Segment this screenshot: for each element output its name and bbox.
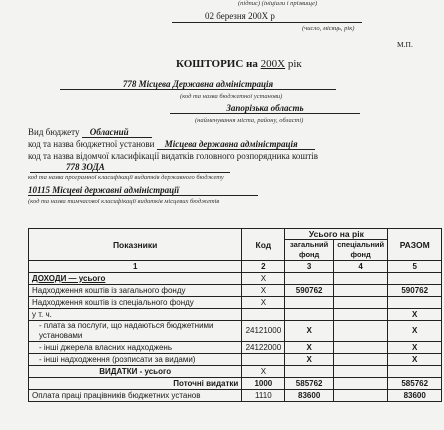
row-code: X bbox=[242, 297, 285, 309]
region-name: Запорізька область bbox=[170, 103, 360, 114]
header-total-year: Усього на рік bbox=[285, 229, 388, 240]
row-sum: X bbox=[388, 354, 442, 366]
row-special bbox=[333, 321, 387, 342]
title-year: 200X bbox=[260, 58, 286, 70]
row-sum: X bbox=[388, 321, 442, 342]
table-row bbox=[29, 354, 442, 366]
institution-code-line bbox=[28, 139, 315, 150]
classification-value: 778 ЗОДА bbox=[30, 162, 230, 173]
row-code: 24121000 bbox=[242, 321, 285, 342]
row-sum bbox=[388, 297, 442, 309]
col-num: 4 bbox=[333, 261, 387, 273]
row-sum bbox=[388, 366, 442, 378]
institution-code-value: Місцева державна адміністрація bbox=[157, 139, 315, 150]
table-row bbox=[29, 309, 442, 321]
row-general bbox=[285, 273, 334, 285]
table-row bbox=[29, 378, 442, 390]
row-sum bbox=[388, 273, 442, 285]
functional-caption: (код та назва тимчасової класифікації видатків місцевих бюджетів bbox=[28, 198, 220, 205]
row-code bbox=[242, 309, 285, 321]
row-special bbox=[333, 297, 387, 309]
row-code: X bbox=[242, 273, 285, 285]
row-code: 1000 bbox=[242, 378, 285, 390]
row-general: 590762 bbox=[285, 285, 334, 297]
row-name: Надходження коштів із загального фонду bbox=[29, 285, 242, 297]
row-special bbox=[333, 342, 387, 354]
approval-date: 02 березня 200X р bbox=[205, 11, 275, 21]
row-sum: 83600 bbox=[388, 390, 442, 402]
row-name: ВИДАТКИ - усього bbox=[29, 366, 242, 378]
row-code: X bbox=[242, 366, 285, 378]
row-general bbox=[285, 297, 334, 309]
col-num: 3 bbox=[285, 261, 334, 273]
col-num: 5 bbox=[388, 261, 442, 273]
row-general: X bbox=[285, 354, 334, 366]
row-name: Оплата праці працівників бюджетних установ bbox=[29, 390, 242, 402]
row-sum: X bbox=[388, 309, 442, 321]
budget-type-value: Обласний bbox=[82, 127, 152, 138]
budget-type-label: Вид бюджету bbox=[28, 127, 80, 137]
row-name: Поточні видатки bbox=[29, 378, 242, 390]
table-row bbox=[29, 273, 442, 285]
row-code: 24122000 bbox=[242, 342, 285, 354]
title-main: КОШТОРИС на bbox=[176, 58, 261, 70]
row-general bbox=[285, 309, 334, 321]
row-general: 585762 bbox=[285, 378, 334, 390]
col-num: 2 bbox=[242, 261, 285, 273]
row-sum: 585762 bbox=[388, 378, 442, 390]
row-special bbox=[333, 366, 387, 378]
header-indicators: Показники bbox=[29, 229, 242, 261]
table-row bbox=[29, 342, 442, 354]
budget-table bbox=[28, 228, 442, 402]
column-number-row bbox=[29, 261, 442, 273]
row-sum: 590762 bbox=[388, 285, 442, 297]
row-name: - інші джерела власних надходжень bbox=[29, 342, 242, 354]
date-caption: (число, місяць, рік) bbox=[302, 25, 355, 32]
row-code bbox=[242, 354, 285, 366]
table-row bbox=[29, 321, 442, 342]
row-special bbox=[333, 285, 387, 297]
table-row bbox=[29, 390, 442, 402]
stamp-place: М.П. bbox=[397, 40, 413, 49]
row-sum: X bbox=[388, 342, 442, 354]
row-code: X bbox=[242, 285, 285, 297]
budget-type-line bbox=[28, 127, 152, 138]
row-special bbox=[333, 354, 387, 366]
row-name: - плата за послуги, що надаються бюджетними установами bbox=[29, 321, 242, 342]
functional-classification: 10115 Місцеві державні адміністрації bbox=[28, 185, 258, 196]
col-num: 1 bbox=[29, 261, 242, 273]
row-code: 1110 bbox=[242, 390, 285, 402]
header-special-fund: спеціальний фонд bbox=[333, 240, 387, 261]
header-general-fund: загальний фонд bbox=[285, 240, 334, 261]
row-special bbox=[333, 378, 387, 390]
classification-label: код та назва відомчої класифікації видатків головного розпорядника коштів bbox=[28, 151, 319, 161]
title-suffix: рік bbox=[285, 58, 302, 70]
row-name: у т. ч. bbox=[29, 309, 242, 321]
row-general: X bbox=[285, 342, 334, 354]
row-name: Надходження коштів із спеціального фонду bbox=[29, 297, 242, 309]
table-row bbox=[29, 366, 442, 378]
row-special bbox=[333, 273, 387, 285]
row-general: X bbox=[285, 321, 334, 342]
header-code: Код bbox=[242, 229, 285, 261]
row-general bbox=[285, 366, 334, 378]
region-caption: (найменування міста, району, області) bbox=[195, 117, 304, 124]
document-title bbox=[176, 58, 302, 70]
institution-caption: (код та назва бюджетної установи) bbox=[180, 93, 283, 100]
institution-name: 778 Місцева Державна адміністрація bbox=[60, 79, 336, 90]
table-row bbox=[29, 285, 442, 297]
table-row bbox=[29, 297, 442, 309]
row-general: 83600 bbox=[285, 390, 334, 402]
row-name: - інші надходження (розписати за видами) bbox=[29, 354, 242, 366]
header-sum: РАЗОМ bbox=[388, 229, 442, 261]
program-caption: код та назва програмної класифікації видатків державного бюджету bbox=[28, 174, 224, 181]
row-special bbox=[333, 309, 387, 321]
row-name: ДОХОДИ — усього bbox=[29, 273, 242, 285]
signature-caption: (підпис) (ініціали і прізвище) bbox=[238, 0, 318, 7]
institution-code-label: код та назва бюджетної установи bbox=[28, 139, 155, 149]
row-special bbox=[333, 390, 387, 402]
